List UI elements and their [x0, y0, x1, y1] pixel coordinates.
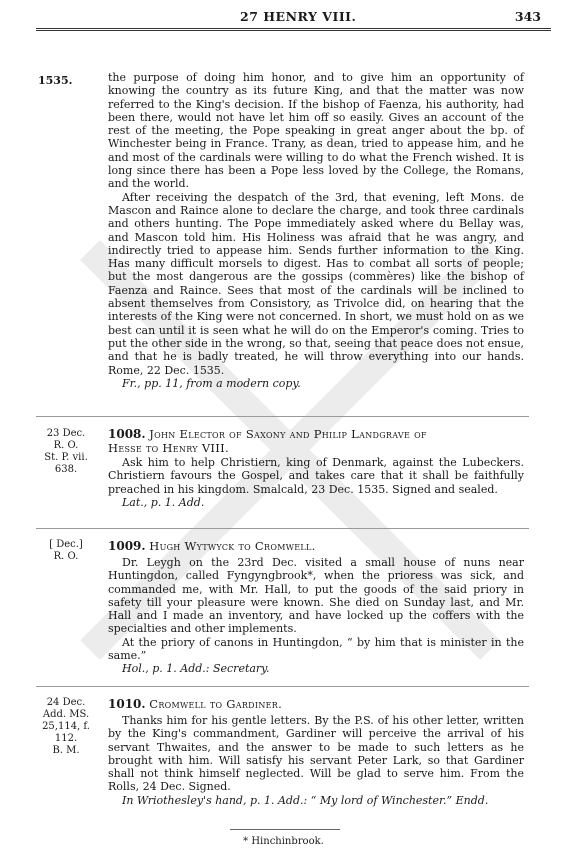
entry-heading-1010 [108, 697, 528, 711]
header-rule-secondary [36, 30, 551, 31]
margin-date: 23 Dec. [46, 428, 86, 439]
running-header [0, 9, 567, 25]
entry-number: 1009. [108, 539, 146, 553]
entry-heading-1009 [108, 539, 528, 553]
footnote-rule [230, 829, 340, 830]
paragraph: Dr. Leygh on the 23rd Dec. visited a small house of nuns near Huntingdon, called Fyngyngbrook*, when the prioress was sick, and commanded me, with Mr. Hall, to put the goods of the said priory in safety till your pleasure were known. She died on Sunday last, and Mr. Hall and I made an inventory, and have locked up the coffers with the specialties and other implements. [108, 556, 524, 636]
entry-margin-1009 [32, 539, 100, 563]
entry-title: Hugh Wytwyck to Cromwell. [149, 539, 316, 553]
margin-ref: Add. MS. [42, 709, 90, 720]
entry-heading-1008 [108, 427, 528, 455]
entry-body-1010 [108, 714, 524, 807]
margin-ref: B. M. [52, 745, 80, 756]
entry-body-1008 [108, 456, 524, 509]
entry-number: 1010. [108, 697, 146, 711]
margin-ref: R. O. [53, 440, 79, 451]
margin-date: 24 Dec. [46, 697, 86, 708]
entry-margin-1010 [32, 697, 100, 757]
footnote: * Hinchinbrook. [243, 836, 324, 847]
entry-divider [36, 416, 529, 417]
page-title: 27 HENRY VIII. [240, 9, 357, 24]
entry-title-cont: Hesse to Henry VIII. [108, 441, 229, 455]
entry-margin-1008 [32, 428, 100, 476]
paragraph: Ask him to help Christiern, king of Denmark, against the Lubeckers. Christiern favours the Gospel, and takes care that it shall be faithfully preached in his kingdom. Smalcald, 23 Dec. 1535. Signed and sealed. [108, 456, 524, 496]
source-note: In Wriothesley's hand, p. 1. Add.: “ My lord of Winchester.” Endd. [122, 793, 489, 807]
paragraph: After receiving the despatch of the 3rd, that evening, left Mons. de Mascon and Raince alone to declare the charge, and took three cardinals and others hunting. The Pope immediately asked where du Bellay was, and Mascon told him. His Holiness was afraid that he was angry, and indirectly tried to appease him. Sends further information to the King. Has many difficult morsels to digest. Has to combat all sorts of people; but the most dangerous are the gossips (commères) like the bishop of Faenza and Raince. Sees that most of the cardinals will be inclined to absent themselves from Consistory, as Trivolce did, on hearing that the interests of the King were not concerned. In short, we must hold on as we best can until it is seen what he will do on the Emperor's coming. Tries to put the other side in the wrong, so that, seeing that peace does not ensue, and that he is badly treated, he will throw everything into our hands. Rome, 22 Dec. 1535. [108, 190, 524, 377]
entry-number: 1008. [108, 427, 146, 441]
header-rule [36, 28, 551, 29]
source-note: Fr., pp. 11, from a modern copy. [122, 376, 301, 390]
paragraph: At the priory of canons in Huntingdon, “ by him that is minister in the same.” [108, 635, 524, 663]
margin-ref: R. O. [53, 551, 79, 562]
entry-divider [36, 528, 529, 529]
entry-title: Cromwell to Gardiner. [149, 697, 283, 711]
source-note: Lat., p. 1. Add. [122, 495, 205, 509]
page-number: 343 [514, 9, 541, 24]
source-note: Hol., p. 1. Add.: Secretary. [122, 662, 270, 676]
continuation-text [108, 71, 524, 390]
margin-year: 1535. [38, 74, 73, 87]
entry-divider [36, 686, 529, 687]
paragraph: the purpose of doing him honor, and to give him an opportunity of knowing the country as its future King, and that the matter was now referred to the King's decision. If the bishop of Faenza, his authority, had been there, would not have let him off so easily. Gives an account of the rest of the meeting, the Pope speaking in great anger about the bp. of Winchester being in France. Trany, as dean, tried to appease him, and he and most of the cardinals were willing to do what the French wished. It is long since there has been a Pope less loved by the College, the Romans, and the world. [108, 71, 524, 191]
margin-ref: St. P. vii. 638. [44, 452, 88, 475]
entry-title: John Elector of Saxony and Philip Landgrave of [149, 427, 427, 441]
paragraph: Thanks him for his gentle letters. By the P.S. of his other letter, written by the King's commandment, Gardiner will perceive the arrival of his servant Thwaites, and the answer to be made to such letters as he brought with him. Will satisfy his servant Peter Lark, so that Gardiner shall not think himself neglected. Will be glad to serve him. From the Rolls, 24 Dec. Signed. [108, 714, 524, 794]
entry-body-1009 [108, 556, 524, 676]
margin-ref: 25,114, f. 112. [42, 721, 90, 744]
margin-date: [ Dec.] [49, 539, 83, 550]
